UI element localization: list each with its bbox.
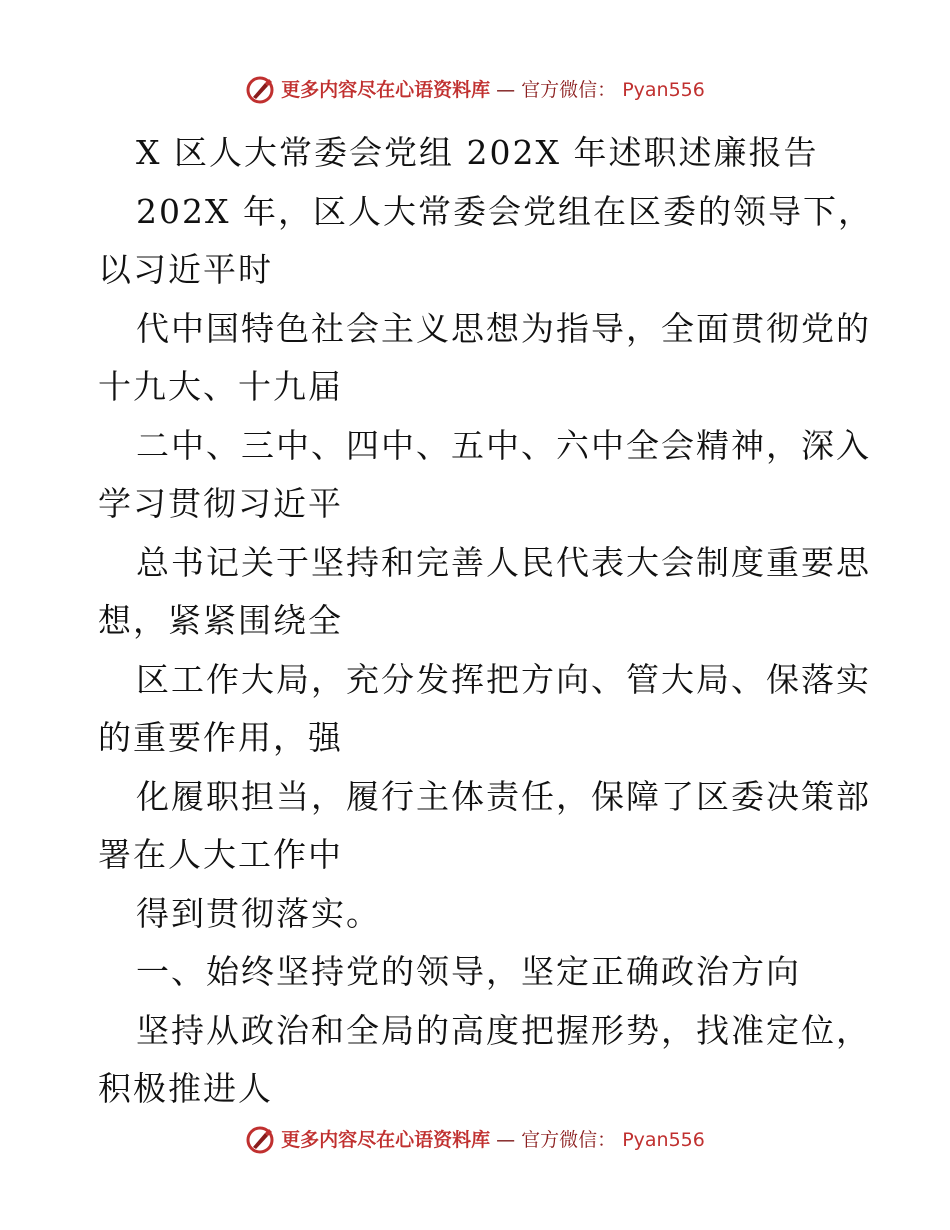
document-line: 以习近平时: [98, 250, 273, 289]
footer-banner: [0, 1125, 950, 1155]
document-line: 代中国特色社会主义思想为指导，全面贯彻党的: [136, 308, 871, 348]
pen-circle-logo-icon: [245, 1125, 275, 1155]
document-line: 化履职担当，履行主体责任，保障了区委决策部: [136, 776, 871, 816]
document-line: 想，紧紧围绕全: [98, 601, 343, 640]
document-line: 坚持从政治和全局的高度把握形势，找准定位，: [136, 1010, 871, 1050]
document-line: 区工作大局，充分发挥把方向、管大局、保落实: [136, 659, 871, 699]
banner-separator: —: [496, 79, 516, 101]
document-line: 署在人大工作中: [98, 835, 343, 874]
document-line: 十九大、十九届: [98, 367, 343, 406]
pen-circle-logo-icon: [245, 75, 275, 105]
header-banner: [0, 75, 950, 105]
document-line: 202X 年，区人大常委会党组在区委的领导下，: [136, 191, 873, 231]
banner-official-label: 官方微信：: [521, 1129, 617, 1151]
banner-brand-text: 更多内容尽在心语资料库: [281, 1129, 491, 1151]
banner-account: Pyan556: [622, 79, 705, 101]
document-line: 总书记关于坚持和完善人民代表大会制度重要思: [136, 542, 871, 582]
document-line: 得到贯彻落实。: [136, 893, 381, 933]
document-line: 二中、三中、四中、五中、六中全会精神，深入: [136, 425, 871, 465]
document-body: [98, 124, 873, 1119]
banner-separator: —: [496, 1129, 516, 1151]
banner-account: Pyan556: [622, 1129, 705, 1151]
banner-brand-text: 更多内容尽在心语资料库: [281, 79, 491, 101]
banner-official-label: 官方微信：: [521, 79, 617, 101]
document-line: 积极推进人: [98, 1069, 273, 1108]
document-title: X 区人大常委会党组 202X 年述职述廉报告: [136, 133, 819, 172]
section-heading: 一、始终坚持党的领导，坚定正确政治方向: [136, 952, 801, 991]
document-line: 的重要作用，强: [98, 718, 343, 757]
document-line: 学习贯彻习近平: [98, 484, 343, 523]
